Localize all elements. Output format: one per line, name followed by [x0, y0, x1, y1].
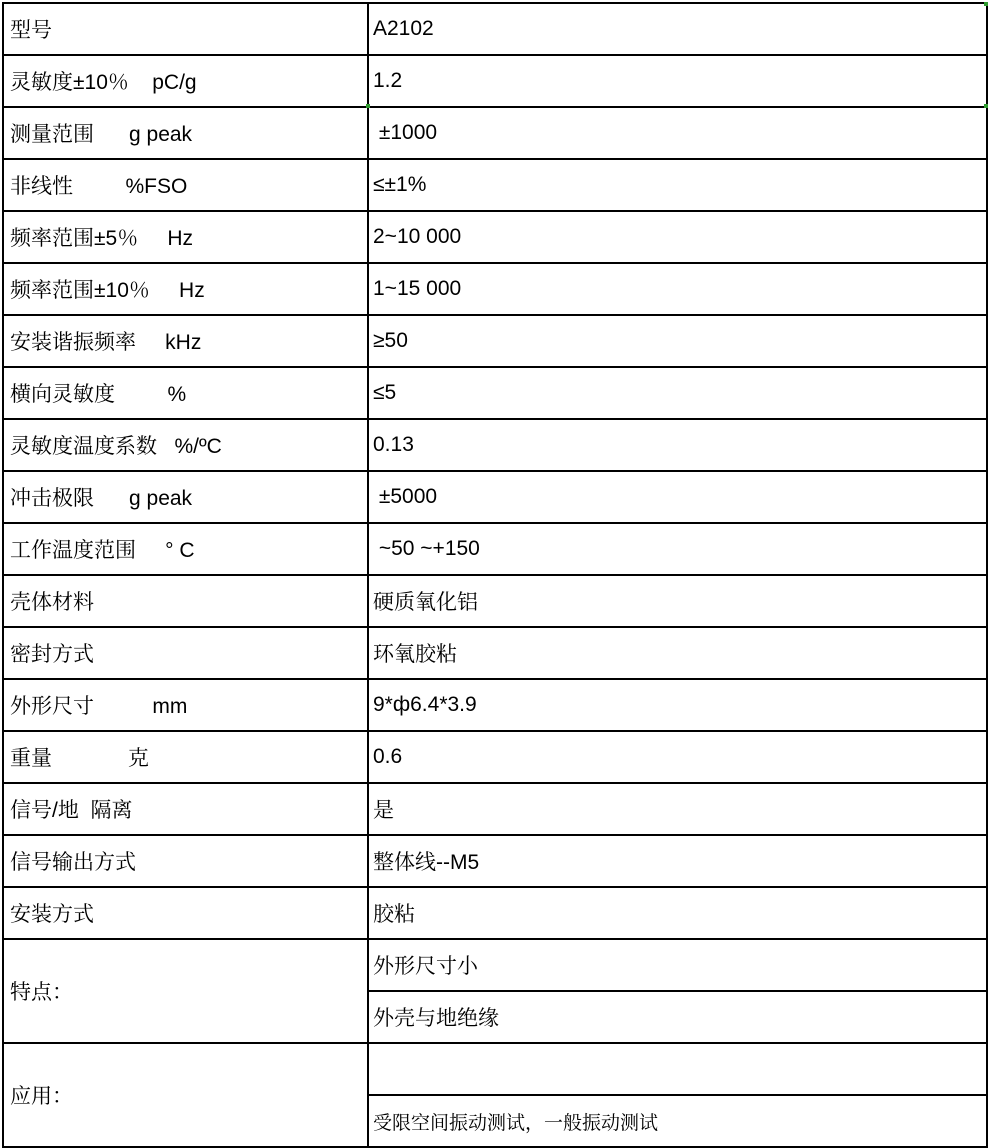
spec-label: 密封方式	[3, 627, 368, 679]
spec-label: 频率范围±5％ Hz	[3, 211, 368, 263]
spec-label: 冲击极限 g peak	[3, 471, 368, 523]
table-row	[3, 523, 987, 575]
spec-value: 0.13	[368, 419, 987, 471]
table-row	[3, 3, 987, 55]
table-row	[3, 55, 987, 107]
spec-value: 整体线--M5	[368, 835, 987, 887]
table-row-features	[3, 939, 987, 991]
table-row	[3, 835, 987, 887]
spec-value: 2~10 000	[368, 211, 987, 263]
spec-value: ±5000	[368, 471, 987, 523]
spec-value: A2102	[368, 3, 987, 55]
cell-selection-marker	[366, 104, 370, 108]
spec-label: 安装方式	[3, 887, 368, 939]
spec-label: 型号	[3, 3, 368, 55]
spec-label: 壳体材料	[3, 575, 368, 627]
spec-value: 0.6	[368, 731, 987, 783]
spec-label: 外形尺寸 mm	[3, 679, 368, 731]
spec-label: 灵敏度温度系数 %/ºC	[3, 419, 368, 471]
spec-value: ≥50	[368, 315, 987, 367]
table-row	[3, 627, 987, 679]
spec-label: 信号/地 隔离	[3, 783, 368, 835]
spec-table-body	[3, 3, 987, 1147]
spec-value: ≤5	[368, 367, 987, 419]
table-row	[3, 315, 987, 367]
spec-value: ≤±1%	[368, 159, 987, 211]
spec-value: 1~15 000	[368, 263, 987, 315]
table-row	[3, 107, 987, 159]
spec-value: 9*ф6.4*3.9	[368, 679, 987, 731]
table-row	[3, 679, 987, 731]
table-row-applications	[3, 1043, 987, 1095]
spec-label: 安装谐振频率 kHz	[3, 315, 368, 367]
table-row	[3, 159, 987, 211]
spec-label: 信号输出方式	[3, 835, 368, 887]
spec-value: 环氧胶粘	[368, 627, 987, 679]
table-row	[3, 419, 987, 471]
spec-table	[2, 2, 988, 1148]
spec-label: 重量 克	[3, 731, 368, 783]
application-item	[368, 1043, 987, 1095]
spec-label: 频率范围±10％ Hz	[3, 263, 368, 315]
features-label: 特点：	[3, 939, 368, 1043]
spec-label: 工作温度范围 ° C	[3, 523, 368, 575]
cell-selection-marker	[984, 104, 988, 108]
applications-label: 应用：	[3, 1043, 368, 1147]
table-row	[3, 367, 987, 419]
table-row	[3, 575, 987, 627]
table-row	[3, 211, 987, 263]
spec-value: 胶粘	[368, 887, 987, 939]
feature-item: 外形尺寸小	[368, 939, 987, 991]
spec-value: ±1000	[368, 107, 987, 159]
cell-selection-marker	[984, 2, 988, 6]
spec-value: ~50 ~+150	[368, 523, 987, 575]
spec-value: 硬质氧化铝	[368, 575, 987, 627]
table-row	[3, 731, 987, 783]
spec-label: 非线性 %FSO	[3, 159, 368, 211]
application-item: 受限空间振动测试，一般振动测试	[368, 1095, 987, 1147]
spec-label: 灵敏度±10％ pC/g	[3, 55, 368, 107]
table-row	[3, 471, 987, 523]
spec-label: 横向灵敏度 %	[3, 367, 368, 419]
spec-value: 1.2	[368, 55, 987, 107]
spec-label: 测量范围 g peak	[3, 107, 368, 159]
table-row	[3, 887, 987, 939]
feature-item: 外壳与地绝缘	[368, 991, 987, 1043]
table-row	[3, 263, 987, 315]
table-row	[3, 783, 987, 835]
spec-value: 是	[368, 783, 987, 835]
